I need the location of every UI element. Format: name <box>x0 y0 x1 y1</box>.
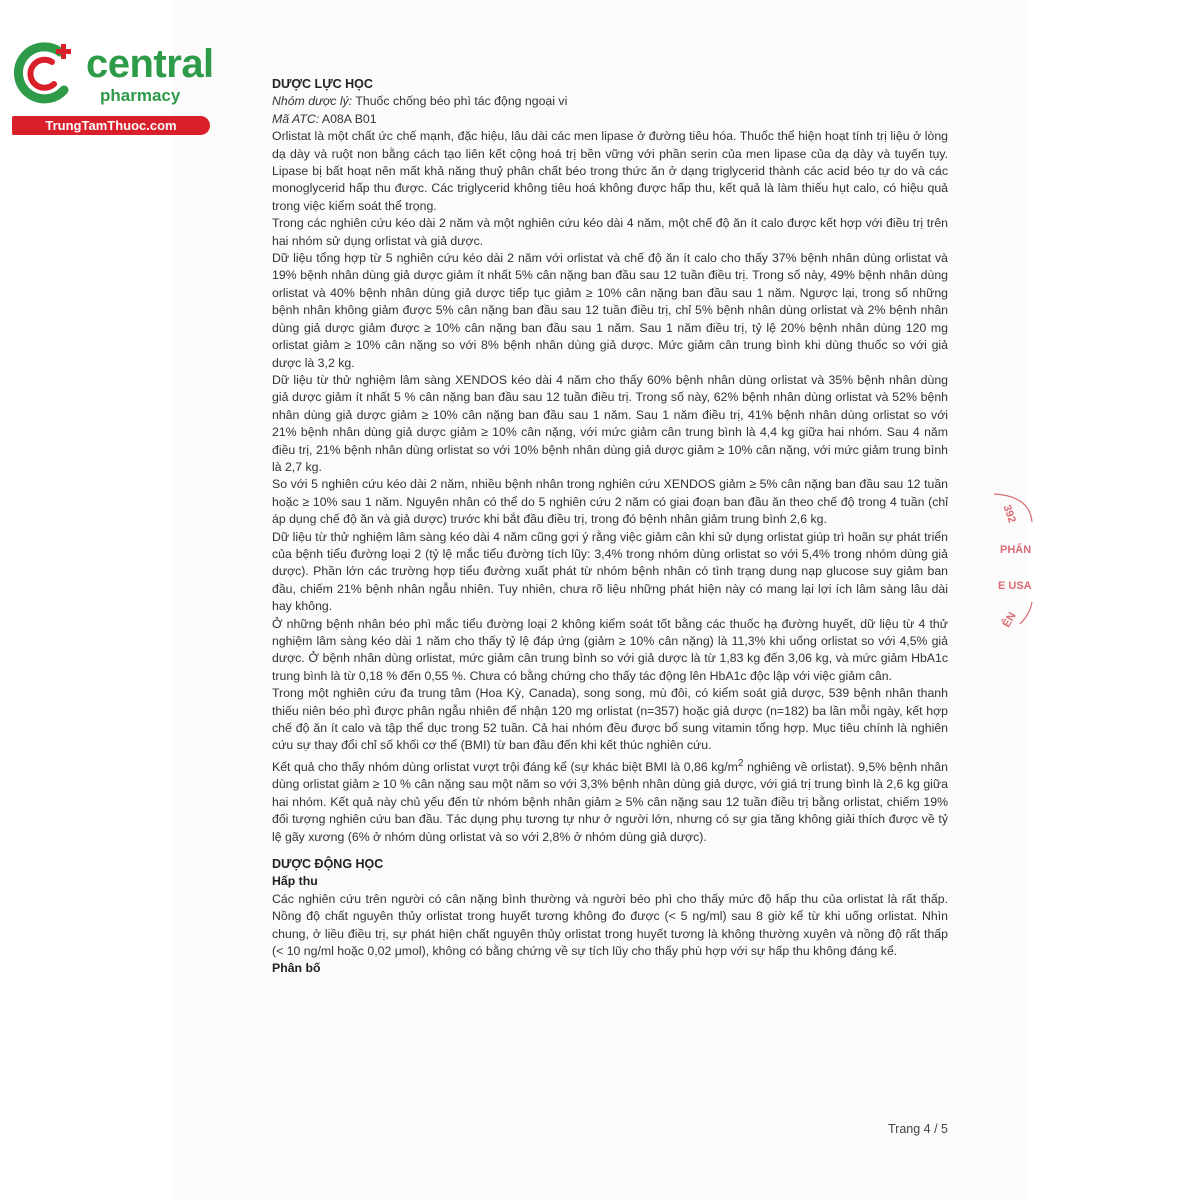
paragraph-bmi-results: Kết quả cho thấy nhóm dùng orlistat vượt trội đáng kể (sự khác biệt BMI là 0,86 $kg/m^2$ nghiêng về orlistat). 9,5% bệnh nhân dùng orlistat giảm ≥ 10 % cân nặng sau một năm so với 3,3% bệnh nhân dùng giả dược, với giá trị trung bình là 2,6 kg giữa hai nhóm. Kết quả này chủ yếu đến từ nhóm bệnh nhân giảm ≥ 5% cân nặng sau 12 tuần điều trị bằng orlistat, chiếm 19% đối tượng nghiên cứu ban đầu. Tác dụng phụ tương tự như ở người lớn, nhưng có sự gia tăng không giải thích được về tỷ lệ gãy xương (6% ở nhóm dùng orlistat và so với 2,8% ở nhóm dùng giả dược). <box>272 757 948 844</box>
paragraph: Trong một nghiên cứu đa trung tâm (Hoa Kỳ, Canada), song song, mù đôi, có kiểm soát giả dược, 539 bệnh nhân thanh thiếu niên béo phì được phân ngẫu nhiên để nhận 120 mg orlistat (n=357) hoặc giả dược (n=182) ba lần mỗi ngày, kết hợp chế độ ăn ít calo và tập thể dục trong 52 tuần. Cả hai nhóm đều được bổ sung vitamin tổng hợp. Mục tiêu chính là nghiên cứu sự thay đổi chỉ số khối cơ thể (BMI) từ ban đầu đến khi kết thúc nghiên cứu. <box>272 686 948 753</box>
paragraph: Dữ liệu từ thử nghiệm lâm sàng XENDOS kéo dài 4 năm cho thấy 60% bệnh nhân dùng orlistat và 35% bệnh nhân dùng giả dược giảm ít nhất 5 % cân nặng ban đầu sau 12 tuần điều trị. Trong số này, 62% bệnh nhân dùng orlistat và 52% bệnh nhân dùng giả dược giảm ≥ 10% cân nặng ban đầu sau 1 năm. Sau 1 năm điều trị, 41% bệnh nhân dùng orlistat so với 21% bệnh nhân dùng giả dược giảm ≥ 10% cân nặng, với mức giảm cân trung bình là 4,4 kg giữa hai nhóm. Sau 4 năm điều trị, 21% bệnh nhân dùng orlistat so với 10% bệnh nhân dùng giả dược giảm ≥ 10% cân nặng, với mức giảm trung bình là 2,7 kg. <box>272 372 948 474</box>
atc-code <box>272 111 948 128</box>
pharmacological-group-value: Thuốc chống béo phì tác động ngoại vi <box>355 94 568 109</box>
section-title-pharmacodynamics: DƯỢC LỰC HỌC <box>272 77 373 91</box>
pharmacological-group-label: Nhóm dược lý: <box>272 94 353 109</box>
brand-logo[interactable] <box>12 38 212 138</box>
page-number: Trang 4 / 5 <box>888 1122 948 1136</box>
paragraph: Ở những bệnh nhân béo phì mắc tiểu đường loại 2 không kiểm soát tốt bằng các thuốc hạ đường huyết, dữ liệu từ 4 thử nghiệm lâm sàng kéo dài 1 năm cho thấy tỷ lệ đáp ứng (giảm ≥ 10% cân nặng) là 11,3% khi uống orlistat so với 4,5% giả dược. Ở bệnh nhân dùng orlistat, mức giảm cân trung bình so với giả dược là từ 1,83 kg đến 3,06 kg, và mức giảm HbA1c trung bình là từ 0,18 % đến 0,55 %. Chưa có bằng chứng cho thấy tác động lên HbA1c độc lập với việc giảm cân. <box>272 616 948 683</box>
stamp-text: PHẨN <box>1000 544 1032 556</box>
pharmacological-group <box>272 93 948 110</box>
central-pharmacy-logo-icon <box>12 38 82 108</box>
stamp-text: ÊN <box>1000 610 1019 630</box>
paragraph: Trong các nghiên cứu kéo dài 2 năm và một nghiên cứu kéo dài 4 năm, một chế độ ăn ít calo được kết hợp với điều trị trên hai nhóm sử dụng orlistat và giả dược. <box>272 216 948 248</box>
atc-code-value: A08A B01 <box>321 111 377 126</box>
paragraph-absorption: Các nghiên cứu trên người có cân nặng bình thường và người béo phì cho thấy mức độ hấp thu của orlistat là rất thấp. Nồng độ chất nguyên thủy orlistat trong huyết tương không đo được (< 5 ng/ml) sau 8 giờ kể từ khi uống orlistat. Nhìn chung, ở liều điều trị, sự phát hiện chất nguyên thủy orlistat trong huyết tương là không thường xuyên và nồng độ rất thấp (< 10 ng/ml hoặc 0,02 μmol), không có bằng chứng về sự tích lũy cho thấy phù hợp với sự hấp thu không đáng kể. <box>272 891 948 958</box>
brand-subtitle: pharmacy <box>100 86 181 105</box>
paragraph: Orlistat là một chất ức chế mạnh, đặc hiệu, lâu dài các men lipase ở đường tiêu hóa. Thuốc thể hiện hoạt tính trị liệu ở lòng dạ dày và ruột non bằng cách tạo liên kết cộng hoá trị bền vững với phần serin của men lipase của dạ dày và tuyến tụy. Lipase bị bất hoạt nên mất khả năng thuỷ phân chất béo trong thức ăn ở dạng triglycerid thành các acid béo tự do và các monoglycerid hấp thu được. Các triglycerid không tiêu hoá không được hấp thu, kết quả là làm thiếu hụt calo, có hiệu quả trong việc kiểm soát thể trọng. <box>272 129 948 213</box>
subsection-title-absorption: Hấp thu <box>272 874 318 889</box>
stamp-text: 392 <box>1000 503 1018 525</box>
document-body <box>272 76 948 978</box>
subsection-title-distribution: Phân bố <box>272 961 321 976</box>
atc-code-label: Mã ATC: <box>272 111 320 126</box>
brand-url[interactable]: TrungTamThuoc.com <box>12 116 210 135</box>
paragraph: Dữ liệu từ thử nghiệm lâm sàng kéo dài 4 năm cũng gợi ý rằng việc giảm cân khi sử dụng orlistat giúp trì hoãn sự phát triển của bệnh tiểu đường loại 2 (tỷ lệ mắc tiểu đường tích lũy: 3,4% trong nhóm dùng orlistat so với 5,4% trong nhóm dùng giả dược). Phần lớn các trường hợp tiểu đường xuất phát từ nhóm bệnh nhân có tình trạng dung nạp glucose suy giảm ban đầu, chiếm 21% bệnh nhân ngẫu nhiên. Tuy nhiên, chưa rõ liệu những phát hiện này có mang lại lợi ích lâm sàng lâu dài hay không. <box>272 529 948 614</box>
paragraph: So với 5 nghiên cứu kéo dài 2 năm, nhiều bệnh nhân trong nghiên cứu XENDOS giảm ≥ 5% cân nặng ban đầu sau 12 tuần hoặc ≥ 10% sau 1 năm. Nguyên nhân có thể do 5 nghiên cứu 2 năm có giai đoạn ban đầu ăn theo chế độ trong 4 tuần (chỉ áp dụng chế độ ăn và giả dược) trước khi bắt đầu điều trị, trong đó bệnh nhân giảm trung bình 2,6 kg. <box>272 477 948 527</box>
section-title-pharmacokinetics: DƯỢC ĐỘNG HỌC <box>272 856 384 871</box>
approval-stamp <box>990 492 1034 642</box>
brand-name: central <box>86 42 214 86</box>
stamp-text: E USA <box>998 580 1032 592</box>
paragraph: Dữ liệu tổng hợp từ 5 nghiên cứu kéo dài 2 năm với orlistat và chế độ ăn ít calo cho thấy 37% bệnh nhân dùng orlistat và 19% bệnh nhân dùng giả dược giảm ít nhất 5% cân nặng ban đầu sau 12 tuần điều trị. Trong số này, 49% bệnh nhân dùng orlistat và 40% bệnh nhân dùng giả dược tiếp tục giảm ≥ 10% cân nặng ban đầu sau 1 năm. Ngược lại, trong số những bệnh nhân không giảm được 5% cân nặng ban đầu sau 12 tuần điều trị, chỉ 5% bệnh nhân dùng orlistat và 2% bệnh nhân dùng giả dược giảm được ≥ 10% cân nặng ban đầu sau 1 năm. Sau 1 năm điều trị, tỷ lệ 20% bệnh nhân dùng 120 mg orlistat giảm ≥ 10% cân nặng so với 8% bệnh nhân dùng giả dược. Mức giảm cân trung bình khi dùng thuốc so với giả dược là 3,2 kg. <box>272 251 948 370</box>
